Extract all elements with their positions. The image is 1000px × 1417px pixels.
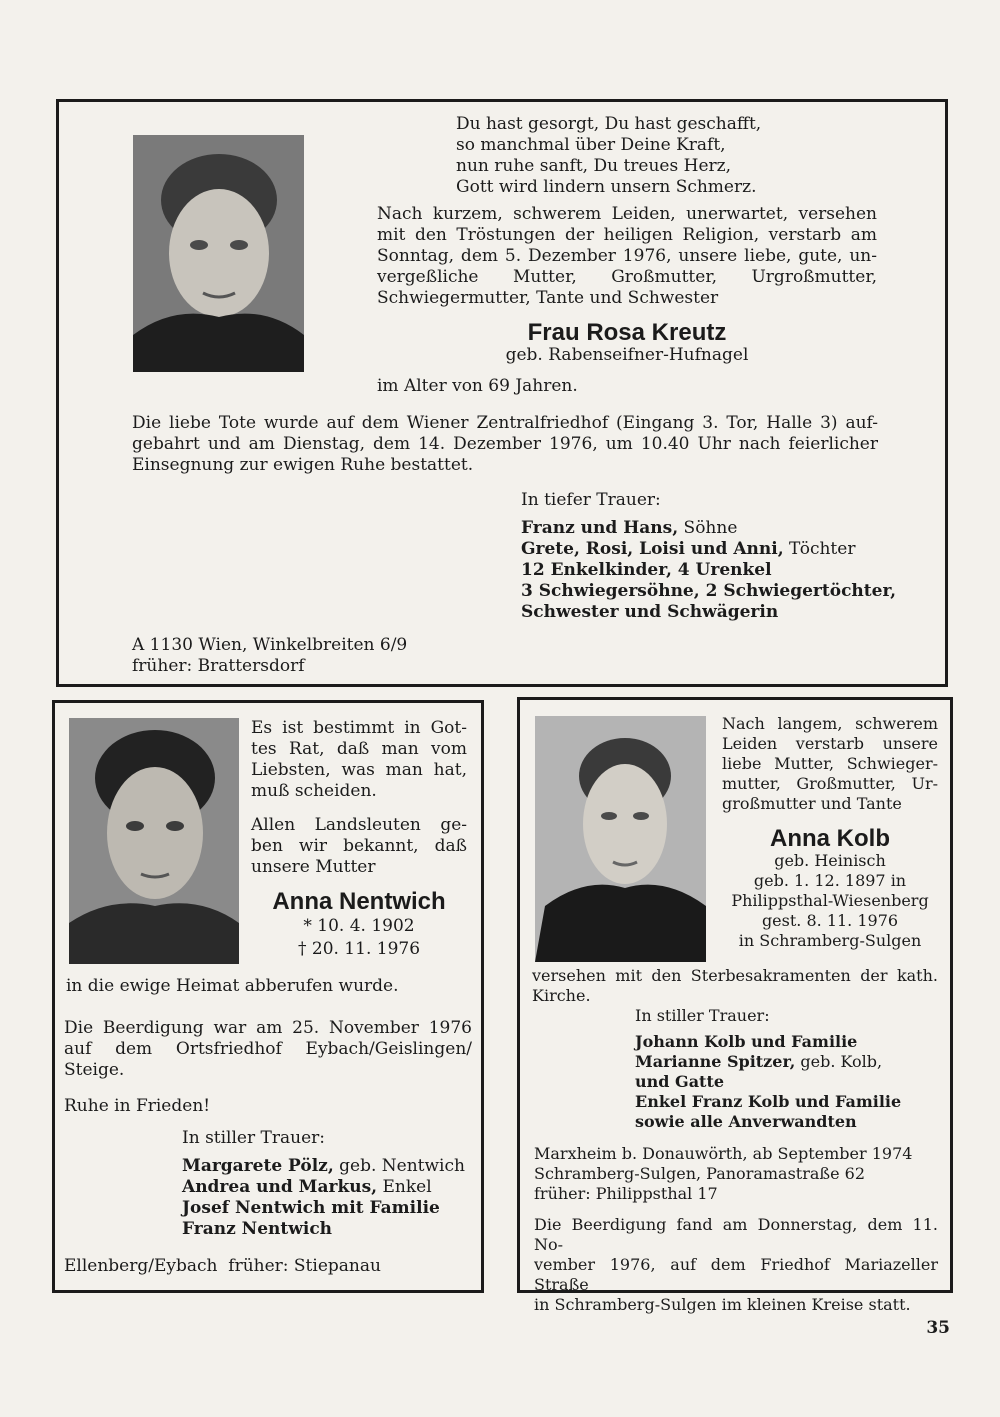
sacraments-line: Kirche. <box>532 986 591 1005</box>
funeral-line: Die liebe Tote wurde auf dem Wiener Zentralfriedhof (Eingang 3. Tor, Halle 3) auf- <box>132 413 878 433</box>
funeral-line: gebahrt und am Dienstag, dem 14. Dezember 1976, um 10.40 Uhr nach feierlicher <box>132 434 878 454</box>
birth-date: * 10. 4. 1902 <box>303 916 415 936</box>
intro-line: mit den Tröstungen der heiligen Religion, verstarb am <box>377 225 877 245</box>
sacraments-line: versehen mit den Sterbesakramenten der kath. <box>532 966 938 985</box>
mourning-label: In tiefer Trauer: <box>521 490 661 510</box>
mourner-line: Josef Nentwich mit Familie <box>182 1198 440 1218</box>
detail-line: gest. 8. 11. 1976 <box>761 911 899 930</box>
intro-line: Schwiegermutter, Tante und Schwester <box>377 288 719 308</box>
intro-line: Allen Landsleuten ge- <box>251 815 467 835</box>
portrait-anna-nentwich <box>69 718 239 964</box>
death-date: † 20. 11. 1976 <box>297 939 421 959</box>
funeral-line: in Schramberg-Sulgen im kleinen Kreise statt. <box>534 1295 911 1314</box>
portrait-anna-kolb <box>535 716 706 962</box>
funeral-line: Die Beerdigung fand am Donnerstag, dem 11. No- <box>534 1215 938 1254</box>
mourner-line: Marianne Spitzer, geb. Kolb, <box>635 1052 883 1071</box>
address-line: früher: Brattersdorf <box>132 656 305 676</box>
funeral-line: vember 1976, auf dem Friedhof Mariazeller Straße <box>534 1255 938 1294</box>
mourner-line: Grete, Rosi, Loisi und Anni, Töchter <box>521 539 856 559</box>
address-line: Ellenberg/Eybach früher: Stiepanau <box>64 1256 381 1276</box>
funeral-line: Die Beerdigung war am 25. November 1976 <box>64 1018 472 1038</box>
mourner-line: 3 Schwiegersöhne, 2 Schwiegertöchter, <box>521 581 897 601</box>
funeral-line: Steige. <box>64 1060 125 1080</box>
mourner-line: Andrea und Markus, Enkel <box>182 1177 432 1197</box>
detail-line: geb. 1. 12. 1897 in <box>753 871 907 890</box>
intro-line: Nach kurzem, schwerem Leiden, unerwartet, versehen <box>377 204 877 224</box>
page-number: 35 <box>926 1318 950 1338</box>
deceased-name: Anna Nentwich <box>272 888 446 915</box>
deceased-name: Frau Rosa Kreutz <box>527 319 727 346</box>
rip-line: Ruhe in Frieden! <box>64 1096 211 1116</box>
mourner-line: Franz Nentwich <box>182 1219 333 1239</box>
verse-line: Du hast gesorgt, Du hast geschafft, <box>456 114 762 134</box>
verse-line: nun ruhe sanft, Du treues Herz, <box>456 156 731 176</box>
mourner-line: Schwester und Schwägerin <box>521 602 779 622</box>
detail-line: geb. Heinisch <box>774 851 886 870</box>
intro-line: vergeßliche Mutter, Großmutter, Urgroßmutter, <box>377 267 877 287</box>
mourner-line: und Gatte <box>635 1072 725 1091</box>
intro-line: liebe Mutter, Schwieger- <box>722 754 938 773</box>
portrait-rosa-kreutz <box>133 135 304 372</box>
mourner-line: Johann Kolb und Familie <box>635 1032 858 1051</box>
verse-line: muß scheiden. <box>251 781 377 801</box>
intro-line: ben wir bekannt, daß <box>251 836 467 856</box>
detail-line: in Schramberg-Sulgen <box>738 931 922 950</box>
called-home-line: in die ewige Heimat abberufen wurde. <box>66 976 399 996</box>
funeral-line: Einsegnung zur ewigen Ruhe bestattet. <box>132 455 474 475</box>
verse-line: tes Rat, daß man vom <box>251 739 467 759</box>
detail-line: Philippsthal-Wiesenberg <box>731 891 929 910</box>
mourner-line: Margarete Pölz, geb. Nentwich <box>182 1156 465 1176</box>
intro-line: unsere Mutter <box>251 857 376 877</box>
mourner-line: Franz und Hans, Söhne <box>521 518 738 538</box>
mourning-label: In stiller Trauer: <box>182 1128 325 1148</box>
intro-line: großmutter und Tante <box>722 794 902 813</box>
verse-line: so manchmal über Deine Kraft, <box>456 135 726 155</box>
address-line: Schramberg-Sulgen, Panoramastraße 62 <box>534 1164 866 1183</box>
funeral-line: auf dem Ortsfriedhof Eybach/Geislingen/ <box>64 1039 472 1059</box>
address-line: Marxheim b. Donauwörth, ab September 1974 <box>534 1144 913 1163</box>
age: im Alter von 69 Jahren. <box>377 376 578 396</box>
verse-line: Es ist bestimmt in Got- <box>251 718 467 738</box>
address-line: A 1130 Wien, Winkelbreiten 6/9 <box>132 635 408 655</box>
verse-line: Gott wird lindern unsern Schmerz. <box>456 177 757 197</box>
intro-line: Leiden verstarb unsere <box>722 734 938 753</box>
intro-line: Sonntag, dem 5. Dezember 1976, unsere liebe, gute, un- <box>377 246 877 266</box>
verse-line: Liebsten, was man hat, <box>251 760 467 780</box>
mourner-line: sowie alle Anverwandten <box>635 1112 857 1131</box>
deceased-name: Anna Kolb <box>770 825 890 852</box>
mourning-label: In stiller Trauer: <box>635 1006 770 1025</box>
mourner-line: 12 Enkelkinder, 4 Urenkel <box>521 560 772 580</box>
intro-line: mutter, Großmutter, Ur- <box>722 774 938 793</box>
mourner-line: Enkel Franz Kolb und Familie <box>635 1092 902 1111</box>
birth-name: geb. Rabenseifner-Hufnagel <box>505 345 749 365</box>
address-line: früher: Philippsthal 17 <box>534 1184 718 1203</box>
intro-line: Nach langem, schwerem <box>722 714 938 733</box>
